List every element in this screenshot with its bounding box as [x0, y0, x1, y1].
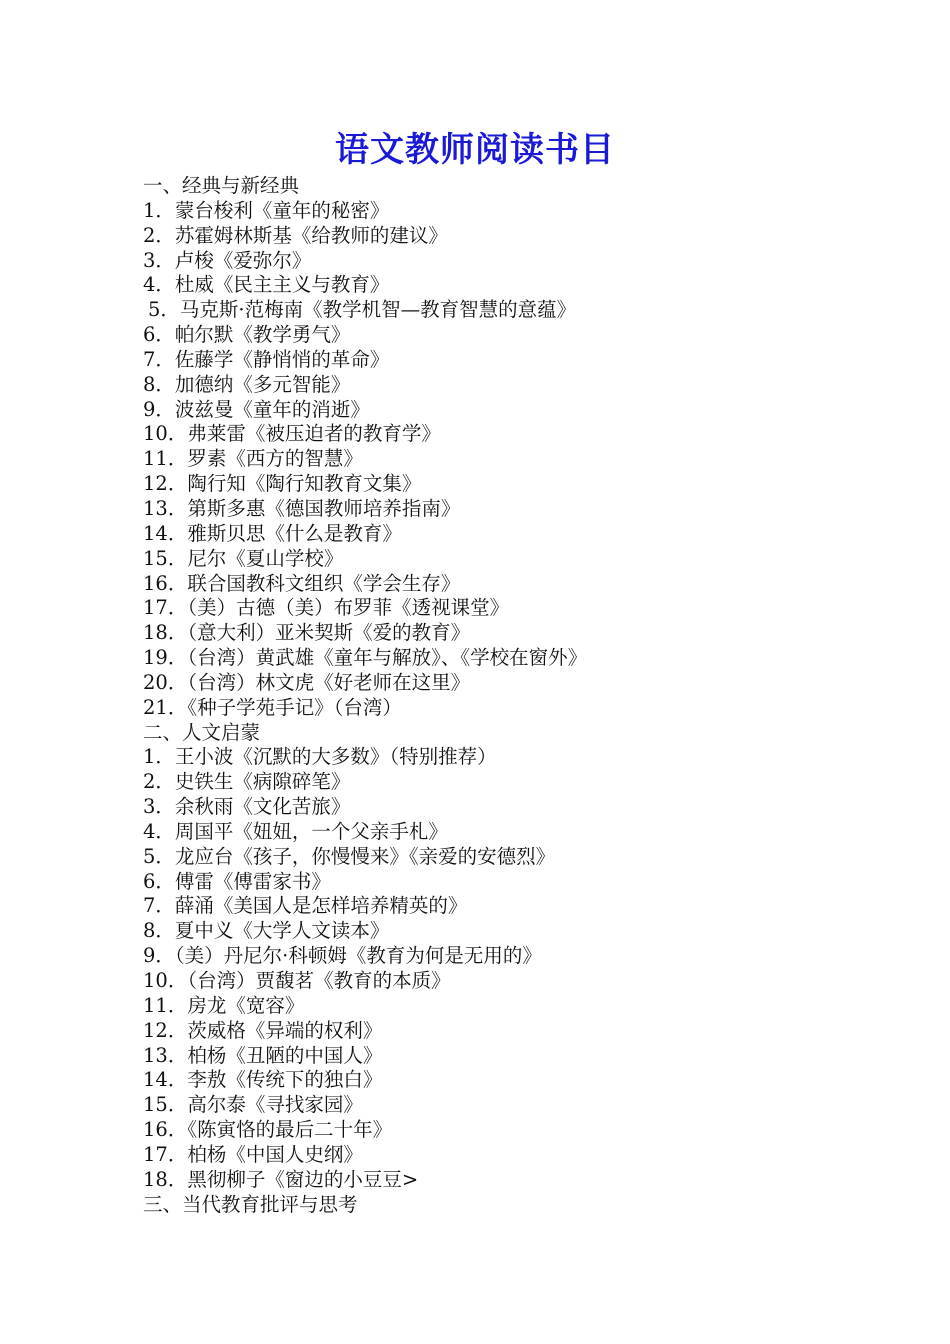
- list-item: 20．（台湾）林文虎《好老师在这里》: [143, 670, 471, 694]
- list-item: 7．薛涌《美国人是怎样培养精英的》: [143, 894, 468, 918]
- list-item: 16．联合国教科文组织《学会生存》: [143, 571, 461, 595]
- list-item: 1．王小波《沉默的大多数》（特别推荐）: [143, 745, 497, 769]
- list-item: 17．（美）古德（美）布罗菲《透视课堂》: [143, 596, 510, 620]
- list-item: 3．余秋雨《文化苦旅》: [143, 795, 351, 819]
- list-item: 8．夏中义《大学人文读本》: [143, 919, 390, 943]
- list-item: 10．（台湾）贾馥茗《教育的本质》: [143, 969, 451, 992]
- list-item: 1．蒙台梭利《童年的秘密》: [143, 198, 390, 222]
- list-item: 15．尼尔《夏山学校》: [143, 546, 344, 570]
- list-item: 3．卢梭《爱弥尔》: [143, 248, 312, 272]
- list-item: 11．房龙《宽容》: [143, 993, 305, 1017]
- section-heading: 三、当代教育批评与思考: [143, 1192, 358, 1216]
- list-item: 15．高尔泰《寻找家园》: [143, 1093, 363, 1117]
- list-item: 6．傅雷《傅雷家书》: [143, 869, 331, 893]
- list-item: 19．（台湾）黄武雄《童年与解放》、《学校在窗外》: [143, 646, 588, 670]
- section-heading: 一、经典与新经典: [143, 174, 300, 197]
- list-item: 5．龙应台《孩子，你慢慢来》《亲爱的安德烈》: [143, 844, 556, 868]
- list-item: 2．史铁生《病隙碎笔》: [143, 770, 351, 794]
- list-item: 5．马克斯·范梅南《教学机智—教育智慧的意蕴》: [148, 298, 577, 322]
- list-item: 7．佐藤学《静悄悄的革命》: [143, 347, 390, 371]
- list-item: 9．波兹曼《童年的消逝》: [143, 397, 370, 421]
- list-item: 14．雅斯贝思《什么是教育》: [143, 521, 402, 545]
- list-item: 2．苏霍姆林斯基《给教师的建议》: [143, 223, 448, 247]
- list-item: 17．柏杨《中国人史纲》: [143, 1142, 363, 1166]
- section-heading: 二、人文启蒙: [143, 720, 261, 744]
- reading-list: [143, 174, 903, 1217]
- list-item: 18．（意大利）亚米契斯《爱的教育》: [143, 621, 471, 645]
- list-item: 10．弗莱雷《被压迫者的教育学》: [143, 422, 441, 446]
- list-item: 9．（美）丹尼尔·科顿姆《教育为何是无用的》: [143, 944, 542, 968]
- list-item: 11．罗素《西方的智慧》: [143, 447, 363, 471]
- list-item: 13．第斯多惠《德国教师培养指南》: [143, 496, 461, 520]
- list-item: 16．《陈寅恪的最后二十年》: [143, 1118, 393, 1142]
- list-item: 14．李敖《传统下的独白》: [143, 1068, 383, 1092]
- list-item: 13．柏杨《丑陋的中国人》: [143, 1043, 383, 1067]
- list-item: 12．陶行知《陶行知教育文集》: [143, 472, 422, 496]
- list-item: 8．加德纳《多元智能》: [143, 372, 351, 396]
- list-item: 18．黑彻柳子《窗边的小豆豆>: [143, 1167, 419, 1191]
- list-item: 12．茨威格《异端的权利》: [143, 1018, 383, 1042]
- list-item: 4．周国平《妞妞，一个父亲手札》: [143, 819, 448, 843]
- document-title: 语文教师阅读书目: [335, 130, 615, 170]
- list-item: 4．杜威《民主主义与教育》: [143, 273, 390, 297]
- list-item: 21．《种子学苑手记》（台湾）: [143, 695, 402, 719]
- list-item: 6．帕尔默《教学勇气》: [143, 323, 351, 347]
